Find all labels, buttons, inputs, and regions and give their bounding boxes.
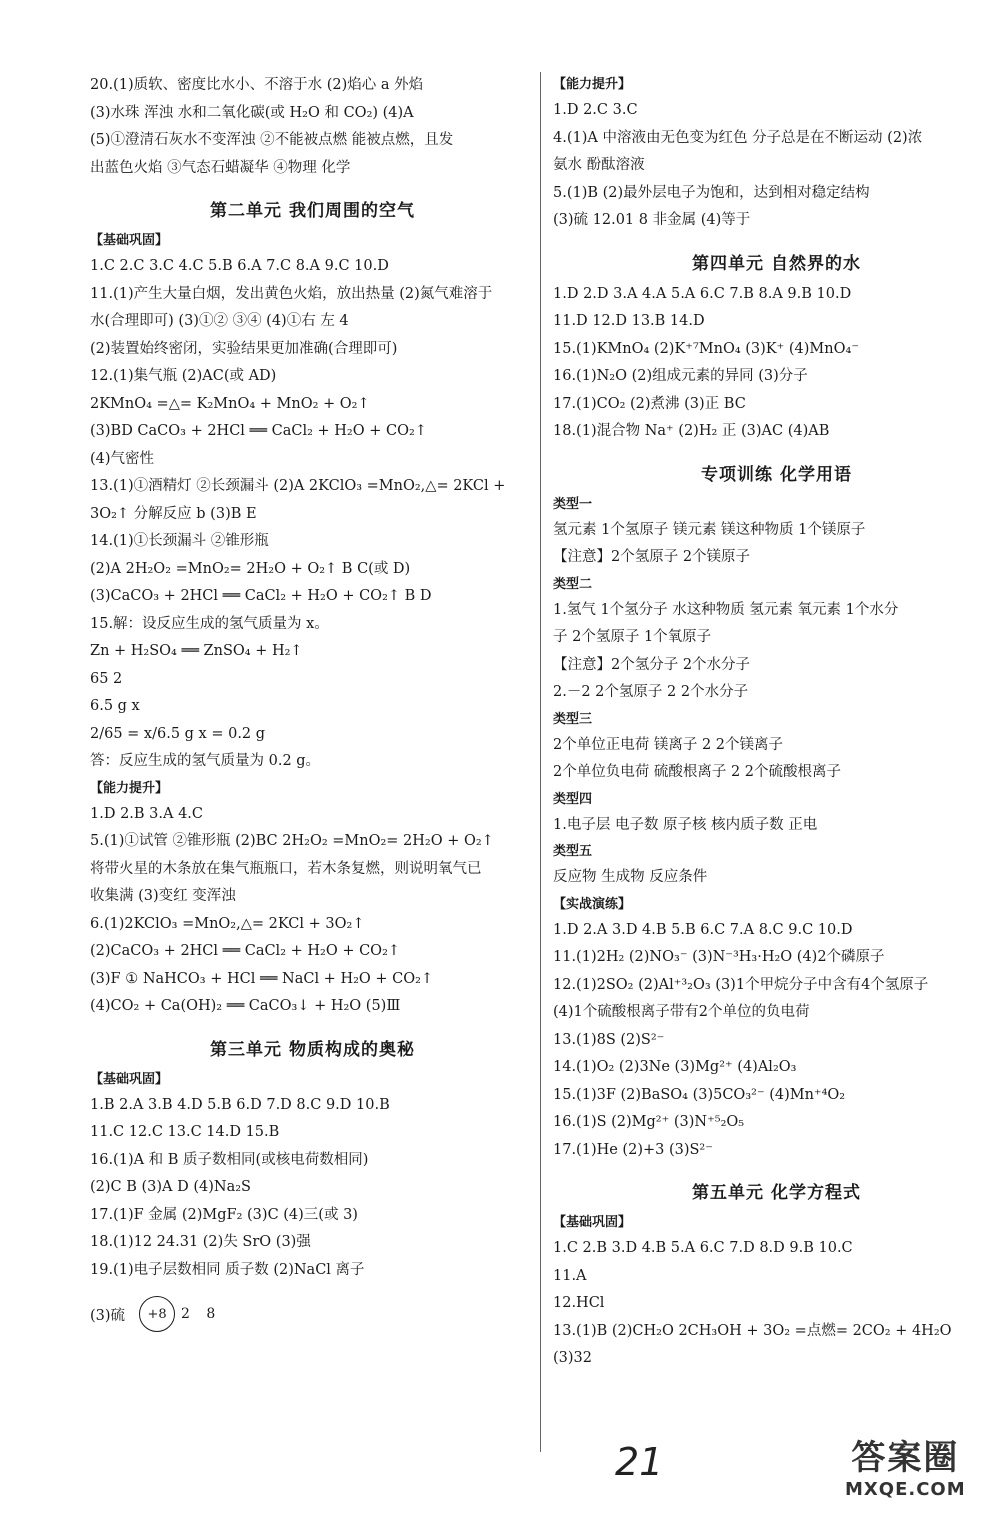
- answer-line: (3)BD CaCO₃ + 2HCl ══ CaCl₂ + H₂O + CO₂↑: [90, 423, 427, 439]
- answer-line: (3)F ① NaHCO₃ + HCl ══ NaCl + H₂O + CO₂↑: [90, 970, 434, 987]
- answer-line: 18.(1)混合物 Na⁺ (2)H₂ 正 (3)AC (4)AB: [553, 423, 830, 439]
- section-heading: 第二单元 我们周围的空气: [210, 201, 415, 221]
- atom-label: (3)硫: [90, 1307, 126, 1324]
- answer-line: 水(合理即可) (3)①② ③④ (4)①右 左 4: [90, 313, 349, 329]
- atom-nucleus: +8: [139, 1296, 175, 1332]
- answer-line: 20.(1)质软、密度比水小、不溶于水 (2)焰心 a 外焰: [90, 77, 424, 93]
- section-tag: 类型二: [553, 576, 593, 592]
- section-tag: 类型三: [553, 711, 593, 727]
- answer-line: 16.(1)S (2)Mg²⁺ (3)N⁺⁵₂O₅: [553, 1114, 745, 1130]
- answer-line: 13.(1)8S (2)S²⁻: [553, 1031, 665, 1048]
- answer-line: 11.C 12.C 13.C 14.D 15.B: [90, 1124, 280, 1140]
- watermark-title: 答案圈: [851, 1438, 960, 1478]
- answer-line: (3)32: [553, 1350, 592, 1366]
- answer-line: (3)水珠 浑浊 水和二氧化碳(或 H₂O 和 CO₂) (4)A: [90, 104, 414, 121]
- answer-line: (2)C B (3)A D (4)Na₂S: [90, 1179, 251, 1195]
- answer-line: (5)①澄清石灰水不变浑浊 ②不能被点燃 能被点燃，且发: [90, 132, 454, 148]
- answer-line: 17.(1)F 金属 (2)MgF₂ (3)C (4)三(或 3): [90, 1206, 358, 1223]
- answer-line: 11.(1)产生大量白烟，发出黄色火焰，放出热量 (2)氮气难溶于: [90, 285, 493, 302]
- answer-line: 2个单位负电荷 硫酸根离子 2 2个硫酸根离子: [553, 764, 842, 780]
- answer-line: 12.(1)2SO₂ (2)Al⁺³₂O₃ (3)1个甲烷分子中含有4个氢原子: [553, 976, 929, 993]
- section-tag: 【基础巩固】: [90, 1071, 169, 1087]
- section-tag: 【基础巩固】: [90, 233, 169, 248]
- answer-line: (2)CaCO₃ + 2HCl ══ CaCl₂ + H₂O + CO₂↑: [90, 943, 401, 959]
- answer-line: 17.(1)He (2)+3 (3)S²⁻: [553, 1141, 713, 1158]
- answer-line: 5.(1)B (2)最外层电子为饱和，达到相对稳定结构: [553, 184, 870, 201]
- section-tag: 类型五: [553, 844, 593, 859]
- answer-line: 11.D 12.D 13.B 14.D: [553, 313, 705, 329]
- section-tag: 【能力提升】: [90, 780, 169, 796]
- answer-line: 65 2: [90, 670, 123, 687]
- answer-line: 6.5 g x: [90, 698, 140, 714]
- section-heading: 第三单元 物质构成的奥秘: [210, 1039, 415, 1060]
- section-tag: 【基础巩固】: [553, 1215, 632, 1230]
- right-column: [553, 72, 1000, 1373]
- answer-line: 2.－2 2个氢原子 2 2个水分子: [553, 684, 749, 700]
- answer-line: 收集满 (3)变红 变浑浊: [90, 888, 236, 904]
- answer-line: 反应物 生成物 反应条件: [553, 869, 708, 885]
- answer-line: 氨水 酚酞溶液: [553, 157, 645, 173]
- answer-line: 11.A: [553, 1267, 587, 1284]
- answer-line: 出蓝色火焰 ③气态石蜡凝华 ④物理 化学: [90, 159, 351, 176]
- answer-line: 2个单位正电荷 镁离子 2 2个镁离子: [553, 736, 784, 753]
- answer-line: 1.D 2.A 3.D 4.B 5.B 6.C 7.A 8.C 9.C 10.D: [553, 921, 853, 938]
- answer-line: 14.(1)①长颈漏斗 ②锥形瓶: [90, 533, 269, 549]
- answer-line: 2/65 = x/6.5 g x = 0.2 g: [90, 725, 266, 742]
- answer-line: 【注意】2个氢分子 2个水分子: [553, 656, 751, 673]
- atom-shells: 2 8: [181, 1306, 222, 1322]
- page-number: 21: [615, 1440, 664, 1484]
- answer-line: (4)CO₂ + Ca(OH)₂ ══ CaCO₃↓ + H₂O (5)Ⅲ: [90, 998, 401, 1014]
- answer-line: 1.B 2.A 3.B 4.D 5.B 6.D 7.D 8.C 9.D 10.B: [90, 1096, 390, 1113]
- spacer: [90, 182, 535, 194]
- section-tag: 【能力提升】: [553, 77, 632, 92]
- answer-line: 16.(1)A 和 B 质子数相同(或核电荷数相同): [90, 1151, 369, 1168]
- answer-line: (2)装置始终密闭，实验结果更加准确(合理即可): [90, 340, 398, 357]
- answer-line: 1.D 2.B 3.A 4.C: [90, 805, 204, 822]
- section-tag: 类型四: [553, 791, 593, 807]
- answer-line: 答：反应生成的氢气质量为 0.2 g。: [90, 753, 321, 769]
- section-tag: 类型一: [553, 496, 593, 512]
- answer-line: (3)CaCO₃ + 2HCl ══ CaCl₂ + H₂O + CO₂↑ B D: [90, 588, 432, 604]
- answer-line: 6.(1)2KClO₃ =MnO₂,△= 2KCl + 3O₂↑: [90, 915, 365, 932]
- answer-line: 1.氢气 1个氢分子 水这种物质 氢元素 氧元素 1个水分: [553, 601, 899, 618]
- section-heading: 专项训练 化学用语: [701, 464, 852, 485]
- answer-line: (4)气密性: [90, 450, 155, 467]
- answer-line: (4)1个硫酸根离子带有2个单位的负电荷: [553, 1004, 810, 1020]
- spacer: [90, 1021, 535, 1033]
- answer-line: 19.(1)电子层数相同 质子数 (2)NaCl 离子: [90, 1261, 365, 1278]
- answer-line: 16.(1)N₂O (2)组成元素的异同 (3)分子: [553, 368, 808, 384]
- column-divider: [540, 72, 541, 1452]
- answer-line: 3O₂↑ 分解反应 b (3)B E: [90, 505, 257, 522]
- answer-line: 4.(1)A 中溶液由无色变为红色 分子总是在不断运动 (2)浓: [553, 129, 923, 146]
- answer-line: 将带火星的木条放在集气瓶瓶口，若木条复燃，则说明氧气已: [90, 860, 482, 877]
- answer-line: 12.(1)集气瓶 (2)AC(或 AD): [90, 368, 277, 384]
- answer-line: 子 2个氢原子 1个氧原子: [553, 629, 712, 645]
- answer-line: 11.(1)2H₂ (2)NO₃⁻ (3)N⁻³H₃·H₂O (4)2个磷原子: [553, 949, 885, 965]
- answer-line: (2)A 2H₂O₂ =MnO₂= 2H₂O + O₂↑ B C(或 D): [90, 560, 411, 577]
- answer-line: 18.(1)12 24.31 (2)失 SrO (3)强: [90, 1234, 311, 1250]
- spacer: [553, 235, 1000, 247]
- answer-line: 15.(1)3F (2)BaSO₄ (3)5CO₃²⁻ (4)Mn⁺⁴O₂: [553, 1086, 846, 1103]
- answer-line: 5.(1)①试管 ②锥形瓶 (2)BC 2H₂O₂ =MnO₂= 2H₂O + O₂↑: [90, 833, 494, 849]
- answer-line: Zn + H₂SO₄ ══ ZnSO₄ + H₂↑: [90, 643, 303, 659]
- spacer: [553, 1164, 1000, 1176]
- section-tag: 【实战演练】: [553, 896, 632, 912]
- atom-structure-diagram: [90, 1284, 535, 1344]
- answer-line: (3)硫 12.01 8 非金属 (4)等于: [553, 212, 751, 228]
- answer-line: 1.D 2.D 3.A 4.A 5.A 6.C 7.B 8.A 9.B 10.D: [553, 285, 852, 302]
- watermark-logo: [845, 1430, 966, 1500]
- answer-line: 1.D 2.C 3.C: [553, 102, 638, 118]
- answer-line: 15.(1)KMnO₄ (2)K⁺⁷MnO₄ (3)K⁺ (4)MnO₄⁻: [553, 340, 859, 357]
- answer-line: 1.电子层 电子数 原子核 核内质子数 正电: [553, 816, 818, 833]
- answer-line: 15.解：设反应生成的氢气质量为 x。: [90, 615, 329, 632]
- answer-line: 2KMnO₄ =△= K₂MnO₄ + MnO₂ + O₂↑: [90, 395, 370, 412]
- answer-line: 【注意】2个氢原子 2个镁原子: [553, 549, 751, 565]
- answer-line: 17.(1)CO₂ (2)煮沸 (3)正 BC: [553, 395, 746, 412]
- section-heading: 第四单元 自然界的水: [692, 253, 861, 274]
- answer-line: 13.(1)B (2)CH₂O 2CH₃OH + 3O₂ =点燃= 2CO₂ + 4H₂O: [553, 1322, 952, 1339]
- watermark-url: MXQE.COM: [845, 1479, 966, 1500]
- left-column: [90, 72, 535, 1344]
- answer-line: 1.C 2.C 3.C 4.C 5.B 6.A 7.C 8.A 9.C 10.D: [90, 258, 389, 274]
- answer-line: 氢元素 1个氢原子 镁元素 镁这种物质 1个镁原子: [553, 521, 866, 538]
- spacer: [553, 446, 1000, 458]
- answer-line: 13.(1)①酒精灯 ②长颈漏斗 (2)A 2KClO₃ =MnO₂,△= 2KCl +: [90, 478, 506, 494]
- section-heading: 第五单元 化学方程式: [692, 1183, 861, 1203]
- answer-line: 1.C 2.B 3.D 4.B 5.A 6.C 7.D 8.D 9.B 10.C: [553, 1240, 853, 1256]
- answer-line: 12.HCl: [553, 1295, 605, 1311]
- answer-line: 14.(1)O₂ (2)3Ne (3)Mg²⁺ (4)Al₂O₃: [553, 1059, 797, 1075]
